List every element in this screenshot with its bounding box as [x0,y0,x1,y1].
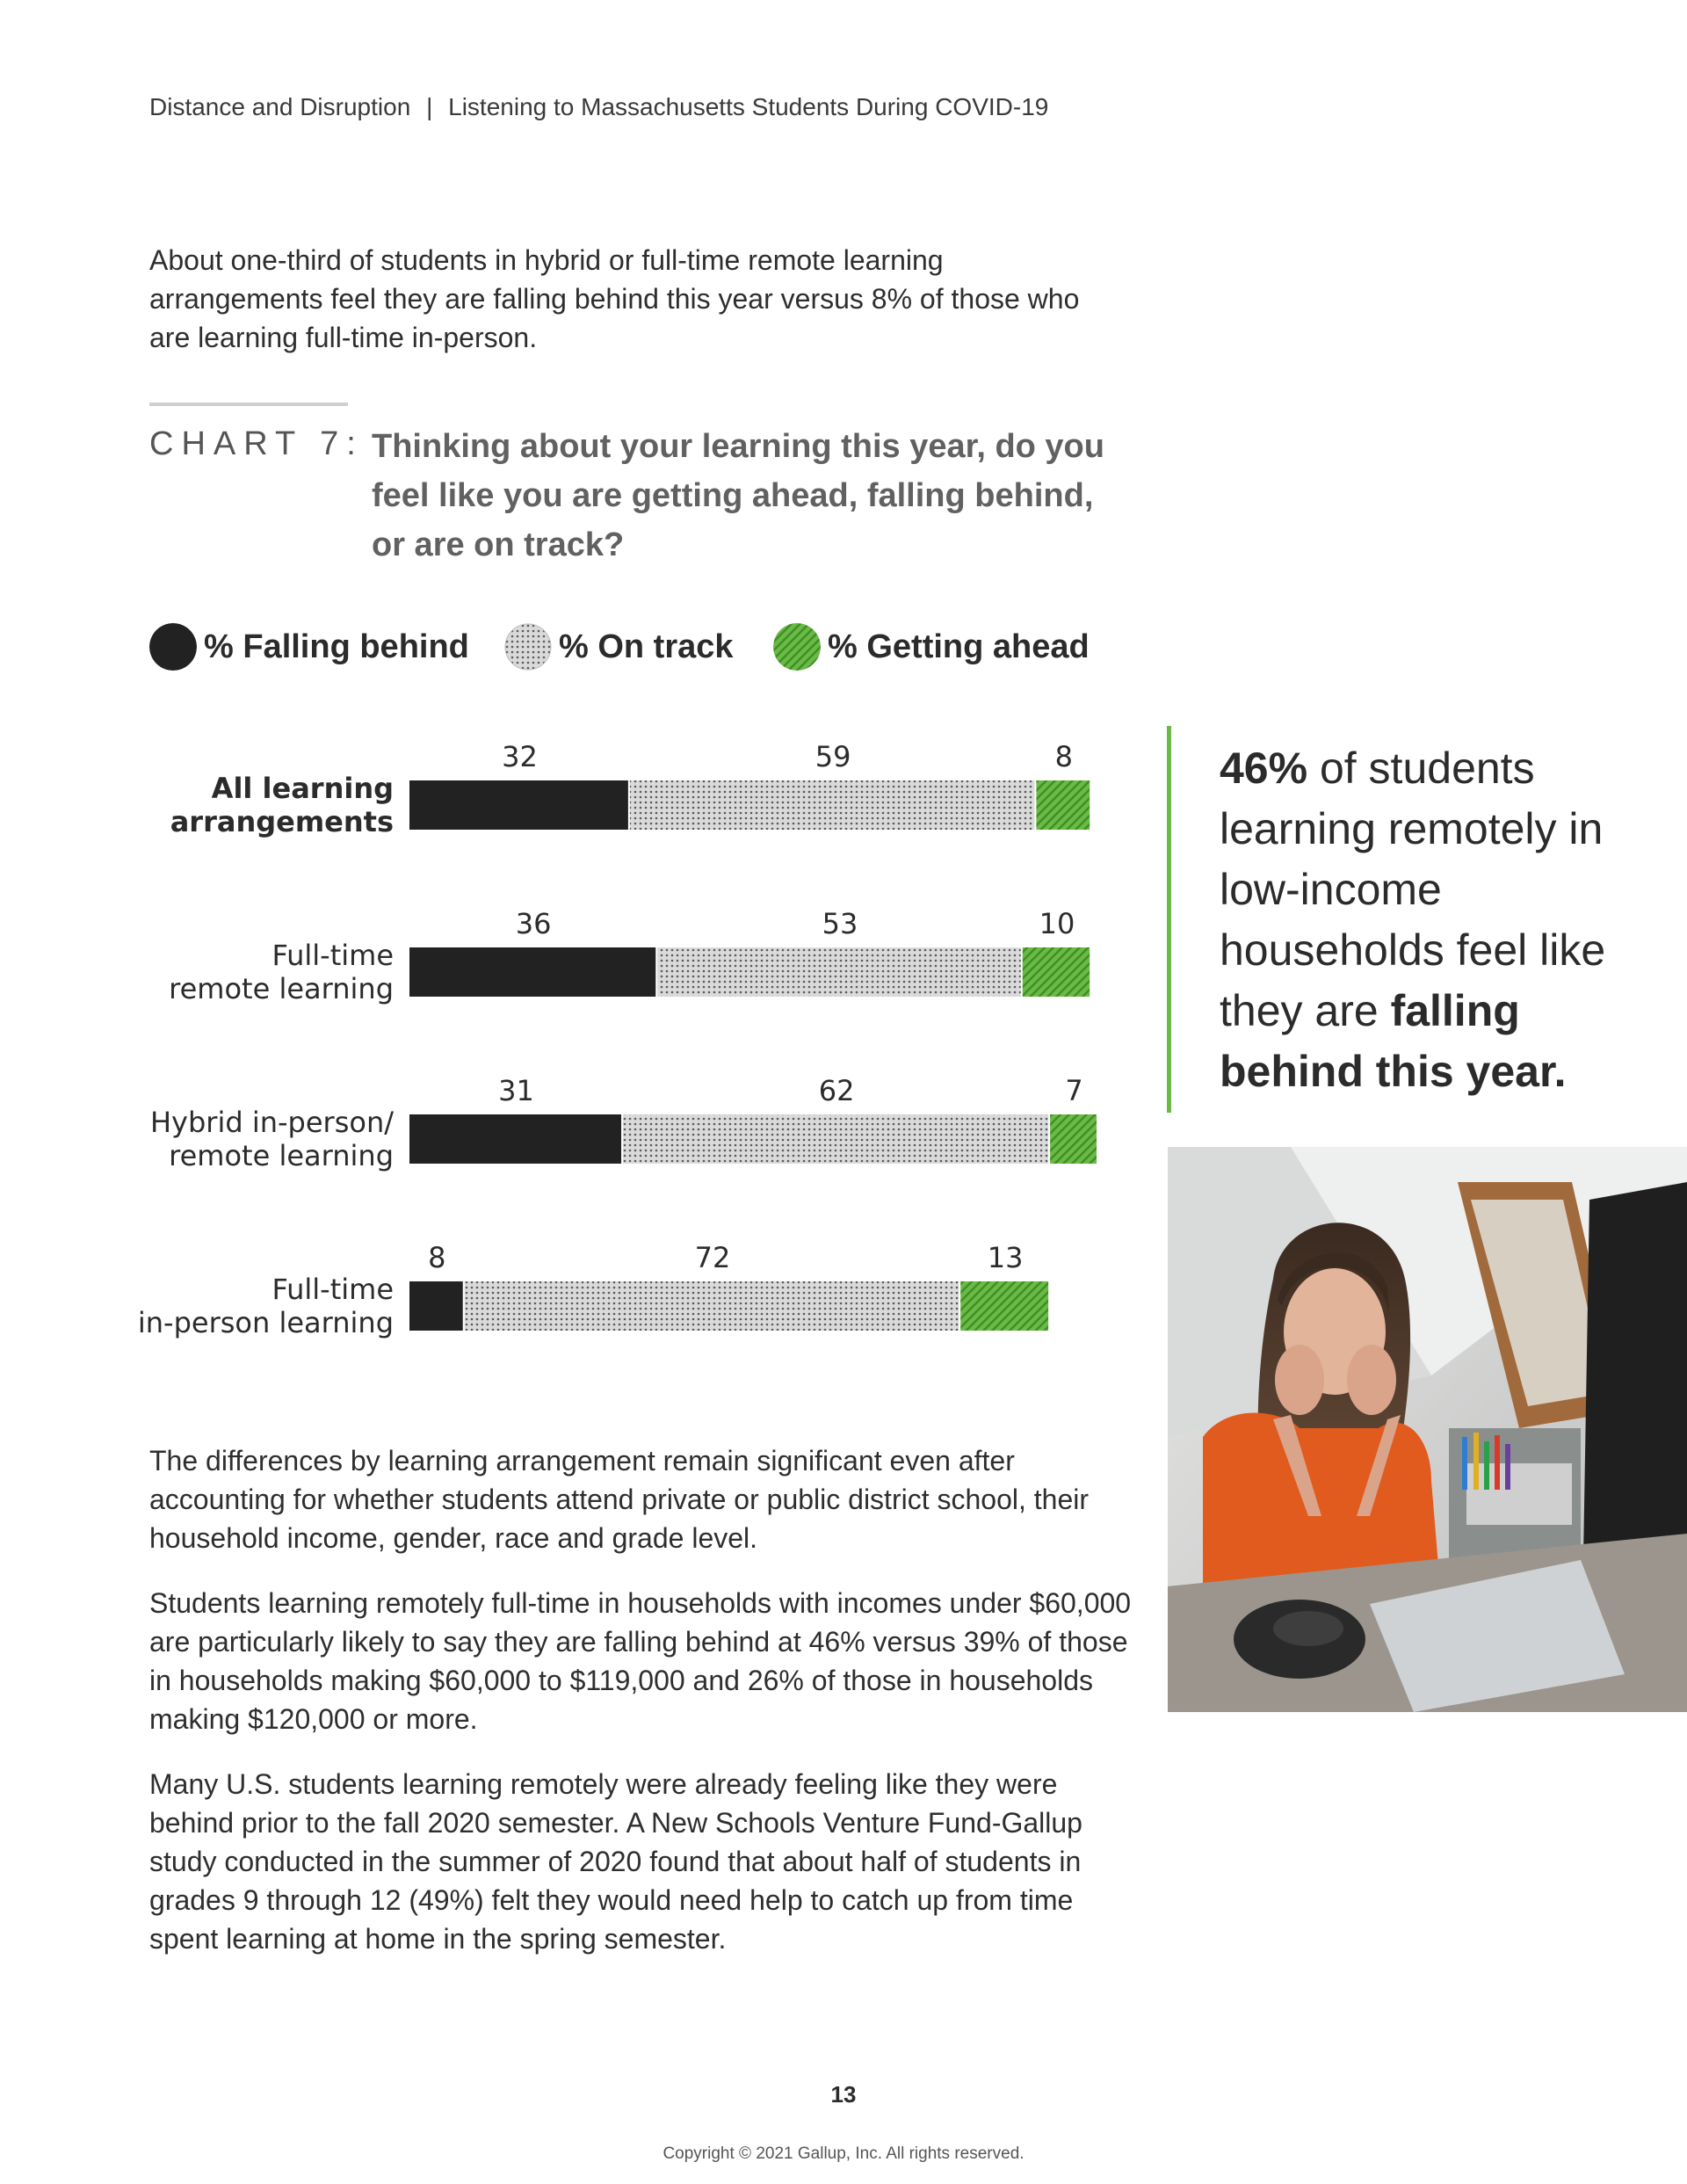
bar-on-track [465,1281,959,1331]
category-label-line: in-person learning [137,1306,394,1339]
running-header [149,93,1048,121]
chart-divider [149,403,348,406]
legend-item-on-track [504,620,734,673]
chart-question: Thinking about your learning this year, do you feel like you are getting ahead, falling behind, or are on track? [372,428,1104,563]
copyright-notice: Copyright © 2021 Gallup, Inc. All rights reserved. [662,2144,1025,2163]
data-label-on-track: 59 [815,740,851,773]
legend-item-getting-ahead [773,620,1090,673]
data-label-on-track: 62 [818,1074,855,1107]
bar-on-track [657,947,1021,997]
chart-label: CHART 7: [149,425,364,462]
legend-label: % Falling behind [204,628,469,665]
bar-getting-ahead [1036,780,1090,830]
bar-getting-ahead [1023,947,1090,997]
header-title: Distance and Disruption [149,93,411,120]
pull-quote [1220,738,1659,1102]
bar-on-track [630,780,1035,830]
category-label-line: remote learning [169,1139,394,1172]
legend-label: % On track [559,628,734,665]
callout-accent-bar [1167,726,1171,1113]
legend-swatch-getting-ahead [773,623,821,671]
category-label-line: All learning [211,772,394,805]
legend-item-falling-behind [149,620,469,673]
page-number: 13 [830,2081,857,2108]
body-paragraph: Students learning remotely full-time in households with incomes under $60,000 are particularly likely to say they are falling behind at 46% versus 39% of those in households making $60,000 to $119,000 and 26% of those in households making $120,000 or more. [149,1587,1132,1735]
legend-swatch-on-track [504,623,552,671]
body-paragraph: The differences by learning arrangement remain significant even after accounting for whether students attend private or public district school, their household income, gender, race and grade level. [149,1445,1090,1554]
bar-falling-behind [409,780,628,830]
data-label-on-track: 72 [694,1241,731,1274]
category-label [169,939,394,1005]
body-paragraph: Many U.S. students learning remotely were already feeling like they were behind prior to the fall 2020 semester. A New Schools Venture Fund-Gallup study conducted in the summer of 2020 found that about half of students in grades 9 through 12 (49%) felt they would need help to catch up from time spent learning at home in the spring semester. [149,1768,1082,1955]
bar-falling-behind [409,1114,621,1164]
category-label-line: Hybrid in-person/ [149,1106,394,1139]
data-label-on-track: 53 [822,907,858,940]
data-label-falling-behind: 31 [498,1074,534,1107]
data-label-getting-ahead: 8 [1054,740,1073,773]
chart-legend [149,620,1133,673]
chart-row [150,1074,1097,1172]
chart-row [138,1241,1048,1339]
pull-quote-text: of students learning remotely in low-income households feel like they are [1220,744,1606,1035]
header-separator: | [426,93,433,120]
bar-falling-behind [409,1281,463,1331]
chart-row [169,907,1090,1005]
data-label-getting-ahead: 7 [1065,1074,1083,1107]
data-label-getting-ahead: 13 [987,1241,1024,1274]
stacked-bar-chart [0,721,1142,1353]
intro-paragraph: About one-third of students in hybrid or full-time remote learning arrangements feel they are falling behind this year versus 8% of those who are learning full-time in-person. [149,244,1080,353]
bar-getting-ahead [960,1281,1048,1331]
bar-on-track [623,1114,1048,1164]
legend-label: % Getting ahead [828,628,1090,665]
data-label-falling-behind: 8 [428,1241,446,1274]
category-label [150,1106,394,1172]
category-label-line: remote learning [169,972,394,1005]
pull-quote-stat: 46% [1220,744,1308,793]
category-label [138,1273,394,1339]
bar-getting-ahead [1050,1114,1097,1164]
chart-row [170,740,1090,838]
category-label-line: arrangements [170,805,394,838]
pull-quote-emphasis: falling behind this year. [1220,986,1567,1096]
category-label [170,772,394,838]
student-photo [1168,1147,1687,1712]
chart-rows [138,740,1097,1339]
header-subtitle: Listening to Massachusetts Students During COVID-19 [448,93,1049,120]
data-label-getting-ahead: 10 [1039,907,1075,940]
category-label-line: Full-time [272,939,394,972]
data-label-falling-behind: 36 [515,907,552,940]
bar-falling-behind [409,947,655,997]
category-label-line: Full-time [272,1273,394,1306]
data-label-falling-behind: 32 [502,740,538,773]
legend-swatch-falling-behind [149,623,197,671]
